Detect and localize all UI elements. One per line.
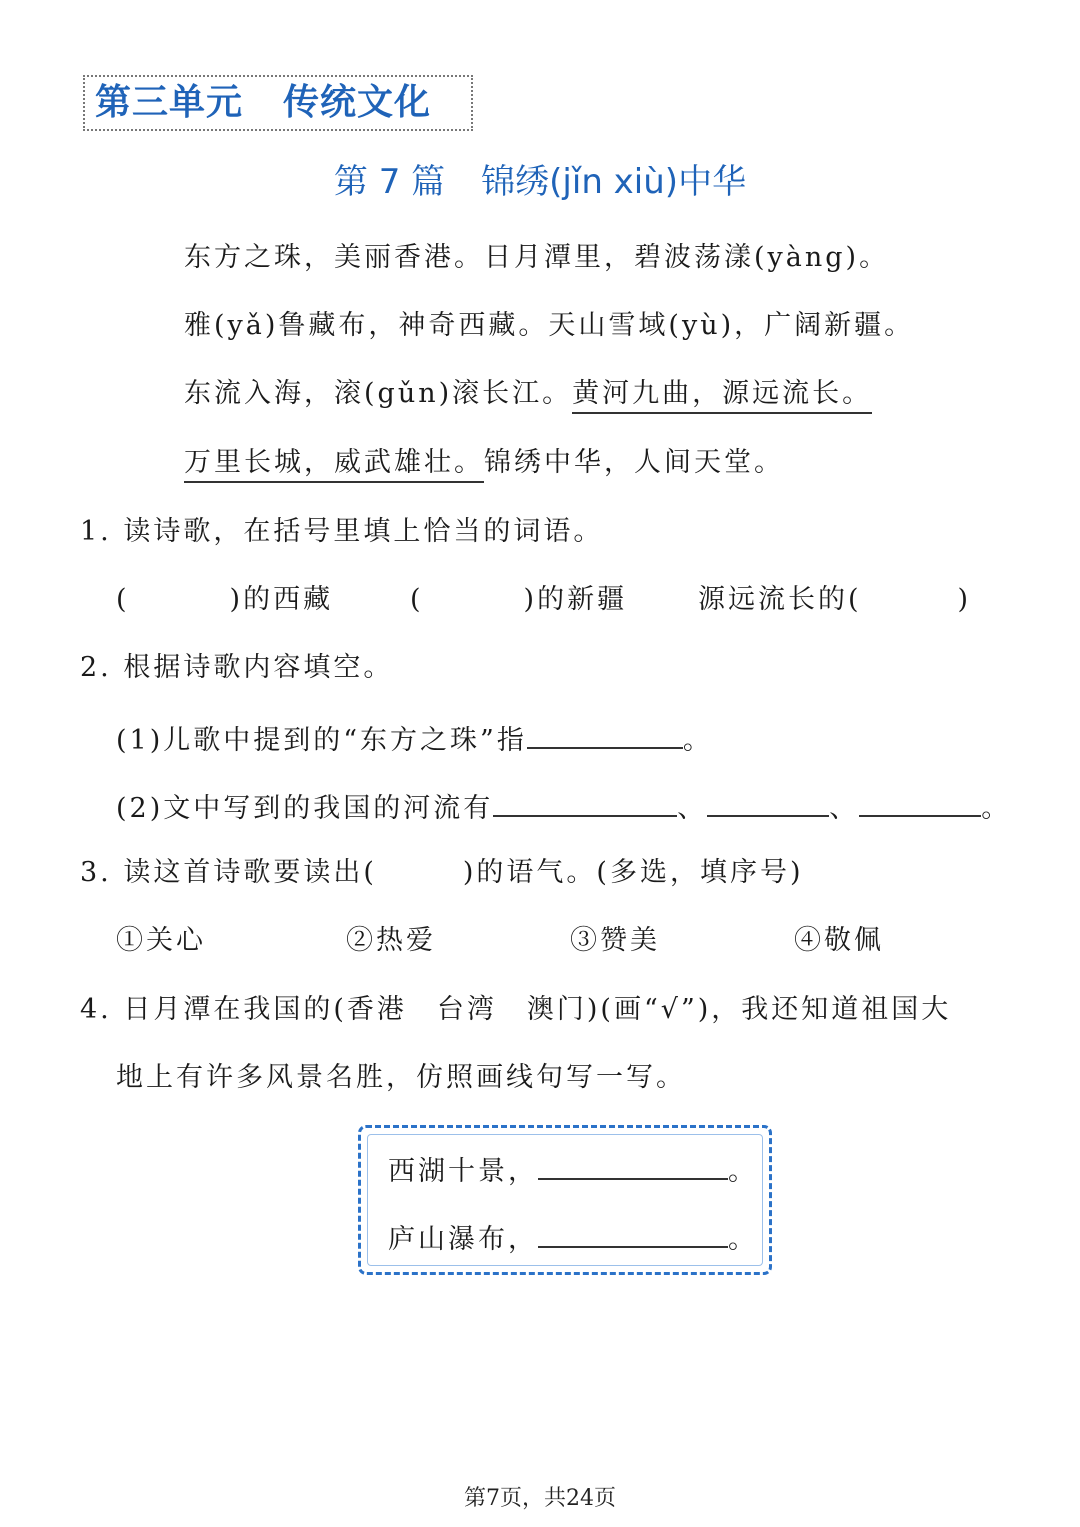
q3-option-4: ④敬佩	[794, 925, 884, 956]
box-answer-blank-1[interactable]	[538, 1148, 728, 1180]
q1-c-open: 源远流长的(	[698, 584, 862, 615]
q1-blank-c[interactable]	[698, 580, 971, 620]
q2-answer-blank-2[interactable]	[493, 785, 677, 817]
q2-sub-1-end: 。	[682, 725, 713, 756]
q2-answer-blank-1[interactable]	[527, 717, 683, 749]
question-4-cont: 地上有许多风景名胜，仿照画线句写一写。	[116, 1062, 686, 1093]
q1-a-open: (	[116, 584, 130, 615]
poem-line-3	[184, 374, 872, 414]
q1-b-close: )的新疆	[523, 584, 628, 615]
question-1: 1. 读诗歌，在括号里填上恰当的词语。	[80, 516, 604, 547]
q2-sub-2-end: 。	[981, 793, 1012, 824]
q2-answer-blank-3[interactable]	[707, 785, 829, 817]
question-2: 2. 根据诗歌内容填空。	[80, 652, 394, 683]
q3-text-b: )的语气。(多选，填序号)	[462, 857, 804, 888]
box-line-1-end: 。	[728, 1156, 758, 1187]
poem-line-3-a: 东流入海，滚(gǔn)滚长江。	[184, 378, 573, 409]
q2-sub-1-text: (1)儿歌中提到的“东方之珠”指	[116, 725, 527, 756]
article-number: 第 7 篇	[333, 162, 446, 202]
q2-sep-2: 、	[829, 793, 860, 824]
poem-line-4	[184, 443, 784, 483]
q2-sep-1: 、	[677, 793, 708, 824]
q3-text-a: 3. 读这首诗歌要读出(	[80, 857, 377, 888]
underlined-sentence-1: 黄河九曲，源远流长。	[572, 378, 872, 414]
q3-option-2: ②热爱	[346, 925, 436, 956]
q2-sub-2-text: (2)文中写到的我国的河流有	[116, 793, 494, 824]
box-line-2	[388, 1216, 758, 1260]
q3-option-1: ①关心	[116, 925, 206, 956]
question-3	[80, 853, 804, 893]
article-title	[0, 158, 1080, 206]
q2-sub-2	[116, 785, 1011, 829]
poem-line-4-b: 锦绣中华，人间天堂。	[484, 447, 784, 478]
poem-line-1: 东方之珠，美丽香港。日月潭里，碧波荡漾(yàng)。	[184, 242, 890, 273]
underlined-sentence-2: 万里长城，威武雄壮。	[184, 447, 484, 483]
q1-blank-a[interactable]	[116, 580, 333, 620]
q2-answer-blank-4[interactable]	[859, 785, 981, 817]
box-line-2-end: 。	[728, 1224, 758, 1255]
box-answer-blank-2[interactable]	[538, 1216, 728, 1248]
box-line-1-text: 西湖十景，	[388, 1156, 538, 1187]
q2-sub-1	[116, 717, 713, 761]
article-name: 锦绣(jǐn xiù)中华	[481, 162, 747, 202]
unit-label: 第三单元	[95, 82, 244, 123]
q1-b-open: (	[410, 584, 424, 615]
q1-c-close: )	[957, 584, 972, 615]
q1-blank-b[interactable]	[410, 580, 627, 620]
page-footer: 第7页，共24页	[464, 1486, 616, 1511]
unit-topic: 传统文化	[283, 82, 432, 123]
box-line-1	[388, 1148, 758, 1192]
box-line-2-text: 庐山瀑布，	[388, 1224, 538, 1255]
poem-line-2: 雅(yǎ)鲁藏布，神奇西藏。天山雪域(yù)，广阔新疆。	[184, 310, 915, 341]
unit-heading	[83, 75, 473, 131]
q3-option-3: ③赞美	[570, 925, 660, 956]
question-4: 4. 日月潭在我国的(香港 台湾 澳门)(画“√”)，我还知道祖国大	[80, 994, 952, 1025]
q1-a-close: )的西藏	[229, 584, 334, 615]
